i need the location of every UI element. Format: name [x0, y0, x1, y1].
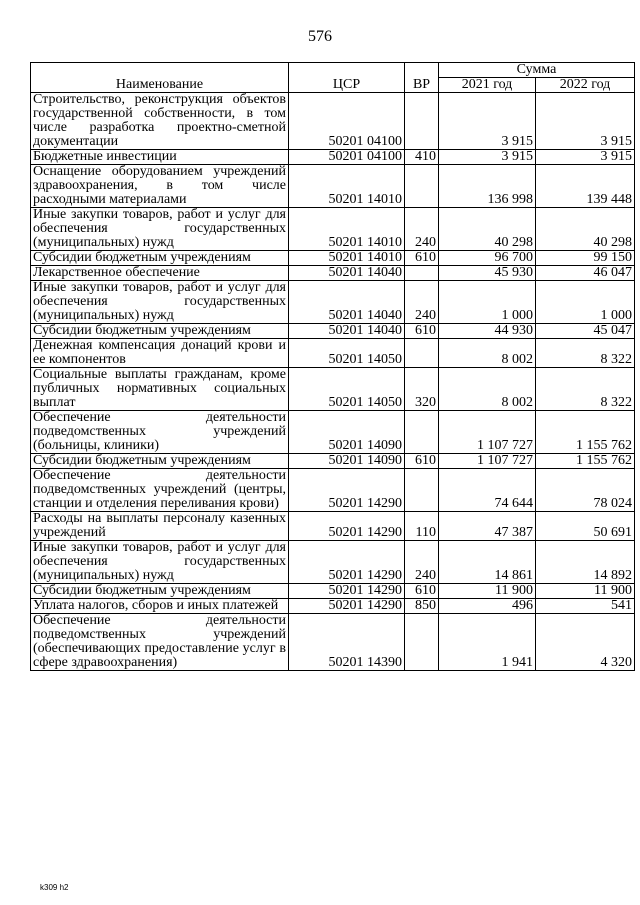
- table-row: [31, 411, 635, 454]
- row-vr: [405, 339, 439, 368]
- row-sum-2022: 139 448: [536, 165, 635, 208]
- table-row: [31, 584, 635, 599]
- row-csr: 50201 04100: [289, 93, 405, 150]
- table-row: [31, 281, 635, 324]
- row-vr: 320: [405, 368, 439, 411]
- row-name: Иные закупки товаров, работ и услуг для обеспечения государственных (муниципальных) нужд: [31, 541, 289, 584]
- row-sum-2022: 11 900: [536, 584, 635, 599]
- row-sum-2022: 40 298: [536, 208, 635, 251]
- row-sum-2021: 496: [439, 599, 536, 614]
- row-vr: [405, 411, 439, 454]
- table-row: [31, 266, 635, 281]
- row-name: Обеспечение деятельности подведомственных учреждений (центры, станции и отделения переливания крови): [31, 469, 289, 512]
- page-number: 576: [308, 28, 332, 45]
- table-body: [31, 93, 635, 671]
- table-row: [31, 165, 635, 208]
- table-row: [31, 339, 635, 368]
- table-row: [31, 150, 635, 165]
- row-sum-2022: 8 322: [536, 368, 635, 411]
- row-vr: [405, 469, 439, 512]
- row-sum-2021: 1 941: [439, 614, 536, 671]
- row-name: Уплата налогов, сборов и иных платежей: [31, 599, 289, 614]
- table-row: [31, 454, 635, 469]
- row-sum-2021: 3 915: [439, 150, 536, 165]
- row-name: Строительство, реконструкция объектов государственной собственности, в том числе разработка проектно-сметной документации: [31, 93, 289, 150]
- table-row: [31, 469, 635, 512]
- row-vr: 410: [405, 150, 439, 165]
- row-csr: 50201 14050: [289, 368, 405, 411]
- header-name: Наименование: [31, 63, 289, 93]
- row-vr: 240: [405, 208, 439, 251]
- row-csr: 50201 14290: [289, 541, 405, 584]
- row-vr: 850: [405, 599, 439, 614]
- row-sum-2021: 1 107 727: [439, 454, 536, 469]
- table-row: [31, 93, 635, 150]
- table-row: [31, 512, 635, 541]
- row-csr: 50201 14010: [289, 165, 405, 208]
- row-name: Обеспечение деятельности подведомственных учреждений (больницы, клиники): [31, 411, 289, 454]
- row-sum-2022: 78 024: [536, 469, 635, 512]
- row-name: Денежная компенсация донаций крови и ее компонентов: [31, 339, 289, 368]
- row-csr: 50201 14290: [289, 512, 405, 541]
- row-sum-2022: 1 000: [536, 281, 635, 324]
- row-csr: 50201 14290: [289, 599, 405, 614]
- row-csr: 50201 14050: [289, 339, 405, 368]
- row-name: Лекарственное обеспечение: [31, 266, 289, 281]
- row-name: Субсидии бюджетным учреждениям: [31, 251, 289, 266]
- row-csr: 50201 14040: [289, 266, 405, 281]
- footer-code: k309 h2: [40, 883, 69, 892]
- row-csr: 50201 14090: [289, 411, 405, 454]
- row-sum-2022: 1 155 762: [536, 411, 635, 454]
- row-csr: 50201 14040: [289, 324, 405, 339]
- row-sum-2022: 14 892: [536, 541, 635, 584]
- row-sum-2022: 45 047: [536, 324, 635, 339]
- row-sum-2022: 3 915: [536, 150, 635, 165]
- row-csr: 50201 14010: [289, 208, 405, 251]
- row-vr: [405, 266, 439, 281]
- row-name: Иные закупки товаров, работ и услуг для обеспечения государственных (муниципальных) нужд: [31, 208, 289, 251]
- row-sum-2021: 136 998: [439, 165, 536, 208]
- row-csr: 50201 04100: [289, 150, 405, 165]
- header-year-2021: 2021 год: [439, 78, 536, 93]
- row-vr: 610: [405, 584, 439, 599]
- row-vr: 110: [405, 512, 439, 541]
- row-sum-2021: 74 644: [439, 469, 536, 512]
- row-csr: 50201 14290: [289, 469, 405, 512]
- row-csr: 50201 14040: [289, 281, 405, 324]
- row-sum-2021: 14 861: [439, 541, 536, 584]
- row-name: Иные закупки товаров, работ и услуг для обеспечения государственных (муниципальных) нужд: [31, 281, 289, 324]
- row-sum-2022: 1 155 762: [536, 454, 635, 469]
- row-csr: 50201 14010: [289, 251, 405, 266]
- row-csr: 50201 14290: [289, 584, 405, 599]
- row-vr: 610: [405, 454, 439, 469]
- row-name: Расходы на выплаты персоналу казенных учреждений: [31, 512, 289, 541]
- table-row: [31, 614, 635, 671]
- row-sum-2021: 45 930: [439, 266, 536, 281]
- row-sum-2022: 46 047: [536, 266, 635, 281]
- row-name: Обеспечение деятельности подведомственных учреждений (обеспечивающих предоставление услуг в сфере здравоохранения): [31, 614, 289, 671]
- row-vr: 610: [405, 324, 439, 339]
- table-row: [31, 599, 635, 614]
- row-sum-2021: 1 107 727: [439, 411, 536, 454]
- table-row: [31, 541, 635, 584]
- row-name: Социальные выплаты гражданам, кроме публичных нормативных социальных выплат: [31, 368, 289, 411]
- row-sum-2022: 50 691: [536, 512, 635, 541]
- row-vr: [405, 614, 439, 671]
- header-sum: Сумма: [439, 63, 635, 78]
- header-vr: ВР: [405, 63, 439, 93]
- table-row: [31, 368, 635, 411]
- row-name: Субсидии бюджетным учреждениям: [31, 584, 289, 599]
- row-sum-2022: 541: [536, 599, 635, 614]
- row-vr: 610: [405, 251, 439, 266]
- header-year-2022: 2022 год: [536, 78, 635, 93]
- row-sum-2022: 3 915: [536, 93, 635, 150]
- row-sum-2021: 44 930: [439, 324, 536, 339]
- row-sum-2022: 8 322: [536, 339, 635, 368]
- row-vr: [405, 93, 439, 150]
- row-sum-2021: 40 298: [439, 208, 536, 251]
- row-sum-2021: 8 002: [439, 339, 536, 368]
- table-row: [31, 324, 635, 339]
- budget-table: [30, 62, 635, 671]
- row-sum-2021: 47 387: [439, 512, 536, 541]
- row-vr: 240: [405, 281, 439, 324]
- row-sum-2021: 8 002: [439, 368, 536, 411]
- row-sum-2021: 1 000: [439, 281, 536, 324]
- row-vr: [405, 165, 439, 208]
- row-name: Субсидии бюджетным учреждениям: [31, 324, 289, 339]
- row-name: Бюджетные инвестиции: [31, 150, 289, 165]
- row-sum-2022: 4 320: [536, 614, 635, 671]
- row-sum-2021: 96 700: [439, 251, 536, 266]
- row-name: Субсидии бюджетным учреждениям: [31, 454, 289, 469]
- table-row: [31, 251, 635, 266]
- row-sum-2021: 11 900: [439, 584, 536, 599]
- row-csr: 50201 14390: [289, 614, 405, 671]
- row-vr: 240: [405, 541, 439, 584]
- row-sum-2021: 3 915: [439, 93, 536, 150]
- row-name: Оснащение оборудованием учреждений здравоохранения, в том числе расходными материалами: [31, 165, 289, 208]
- row-csr: 50201 14090: [289, 454, 405, 469]
- row-sum-2022: 99 150: [536, 251, 635, 266]
- header-csr: ЦСР: [289, 63, 405, 93]
- table-row: [31, 208, 635, 251]
